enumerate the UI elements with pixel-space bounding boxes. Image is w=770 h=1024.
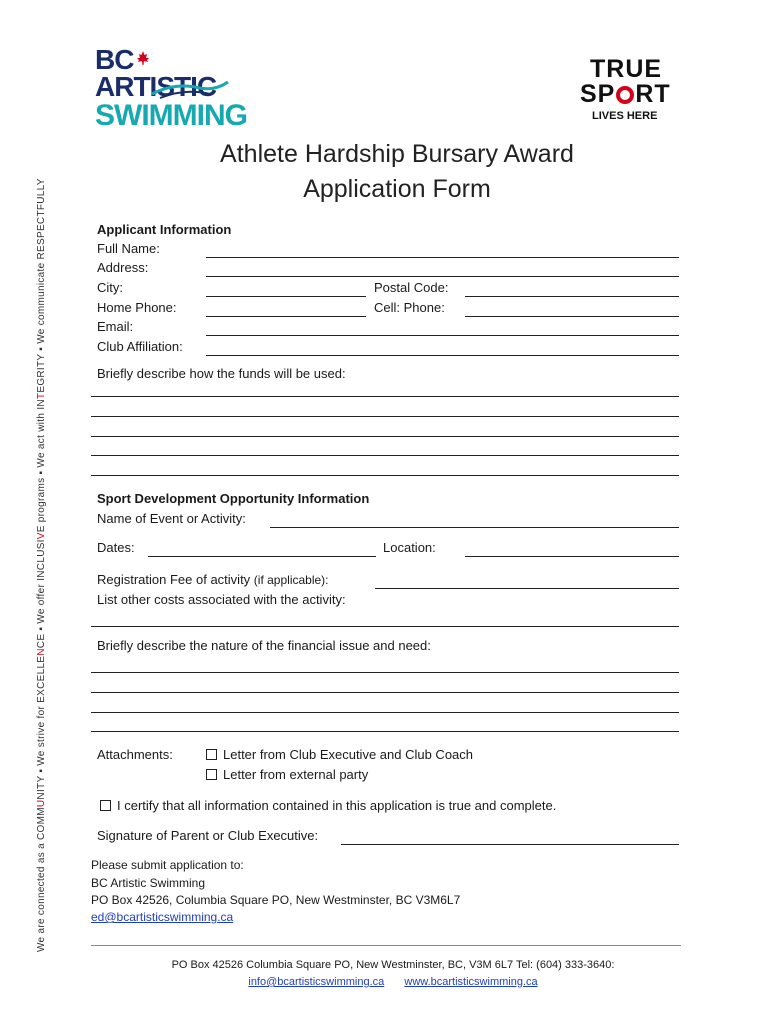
registration-fee-field[interactable]: [375, 588, 679, 589]
logo-true-text: TRUE: [590, 55, 663, 83]
target-circle-icon: [616, 86, 634, 104]
submit-address: PO Box 42526, Columbia Square PO, New Westminster, BC V3M6L7: [91, 893, 461, 907]
home-phone-label: Home Phone:: [97, 300, 177, 315]
attachment-checkbox-external-letter[interactable]: Letter from external party: [206, 767, 368, 783]
form-title-line2: Application Form: [303, 175, 491, 203]
checkbox-icon[interactable]: [206, 769, 217, 780]
submit-org-name: BC Artistic Swimming: [91, 876, 206, 890]
other-costs-label: List other costs associated with the activity:: [97, 592, 346, 607]
logo-bc-text: BC: [95, 44, 134, 75]
city-field[interactable]: [206, 296, 366, 297]
signature-label: Signature of Parent or Club Executive:: [97, 828, 319, 843]
sidebar-values-text: We are connected as a COMMUNITY ▪ We strive for EXCELLENCE ▪ We offer INCLUSIVE programs ▪ We act with INTEGRITY ▪ We communicate RESPECTFULLY: [36, 178, 47, 952]
submit-heading: Please submit application to:: [91, 858, 244, 872]
logo-lives-here-text: LIVES HERE: [592, 110, 658, 122]
checkbox-icon[interactable]: [206, 749, 217, 760]
funds-use-line[interactable]: [91, 436, 679, 437]
attachments-label: Attachments:: [97, 747, 173, 762]
other-costs-field[interactable]: [91, 626, 679, 627]
dates-field[interactable]: [148, 556, 376, 557]
checkbox-icon[interactable]: [100, 800, 111, 811]
address-field[interactable]: [206, 276, 679, 277]
logo-sport-text: SP RT: [580, 80, 671, 108]
full-name-field[interactable]: [206, 257, 679, 258]
club-affiliation-label: Club Affiliation:: [97, 339, 183, 354]
footer-email-link[interactable]: info@bcartisticswimming.ca: [248, 976, 385, 988]
maple-leaf-icon: [135, 50, 151, 66]
location-field[interactable]: [465, 556, 679, 557]
financial-need-line[interactable]: [91, 712, 679, 713]
cell-phone-field[interactable]: [465, 316, 679, 317]
funds-use-line[interactable]: [91, 396, 679, 397]
footer-website-link[interactable]: www.bcartisticswimming.ca: [404, 976, 538, 988]
financial-need-prompt: Briefly describe the nature of the financial issue and need:: [97, 638, 431, 653]
location-label: Location:: [383, 540, 436, 555]
certify-checkbox[interactable]: I certify that all information contained in this application is true and complete.: [100, 798, 556, 814]
postal-code-field[interactable]: [465, 296, 679, 297]
logo-artistic-text: ARTISTIC: [95, 71, 217, 102]
event-name-label: Name of Event or Activity:: [97, 511, 246, 526]
footer-divider: [91, 945, 681, 946]
event-name-field[interactable]: [270, 527, 679, 528]
financial-need-line[interactable]: [91, 672, 679, 673]
financial-need-line[interactable]: [91, 731, 679, 732]
footer-links: [8, 974, 770, 990]
home-phone-field[interactable]: [206, 316, 366, 317]
email-label: Email:: [97, 319, 134, 334]
funds-use-line[interactable]: [91, 475, 679, 476]
funds-use-prompt: Briefly describe how the funds will be used:: [97, 366, 346, 381]
submit-email-link[interactable]: ed@bcartisticswimming.ca: [91, 910, 234, 924]
funds-use-line[interactable]: [91, 416, 679, 417]
signature-field[interactable]: [341, 844, 679, 845]
postal-code-label: Postal Code:: [374, 280, 449, 295]
financial-need-line[interactable]: [91, 692, 679, 693]
funds-use-line[interactable]: [91, 455, 679, 456]
full-name-label: Full Name:: [97, 241, 160, 256]
cell-phone-label: Cell: Phone:: [374, 300, 445, 315]
registration-fee-label: Registration Fee of activity (if applicable):: [97, 572, 329, 587]
address-label: Address:: [97, 260, 149, 275]
attachment-checkbox-club-letter[interactable]: Letter from Club Executive and Club Coach: [206, 747, 473, 763]
applicant-info-heading: Applicant Information: [97, 222, 232, 237]
form-title-line1: Athlete Hardship Bursary Award: [220, 140, 574, 168]
city-label: City:: [97, 280, 123, 295]
logo-swimming-text: SWIMMING: [95, 99, 247, 132]
email-field[interactable]: [206, 335, 679, 336]
club-affiliation-field[interactable]: [206, 355, 679, 356]
footer-address: PO Box 42526 Columbia Square PO, New Westminster, BC, V3M 6L7 Tel: (604) 333-3640:: [171, 959, 615, 971]
dates-label: Dates:: [97, 540, 135, 555]
sport-dev-heading: Sport Development Opportunity Information: [97, 491, 370, 506]
